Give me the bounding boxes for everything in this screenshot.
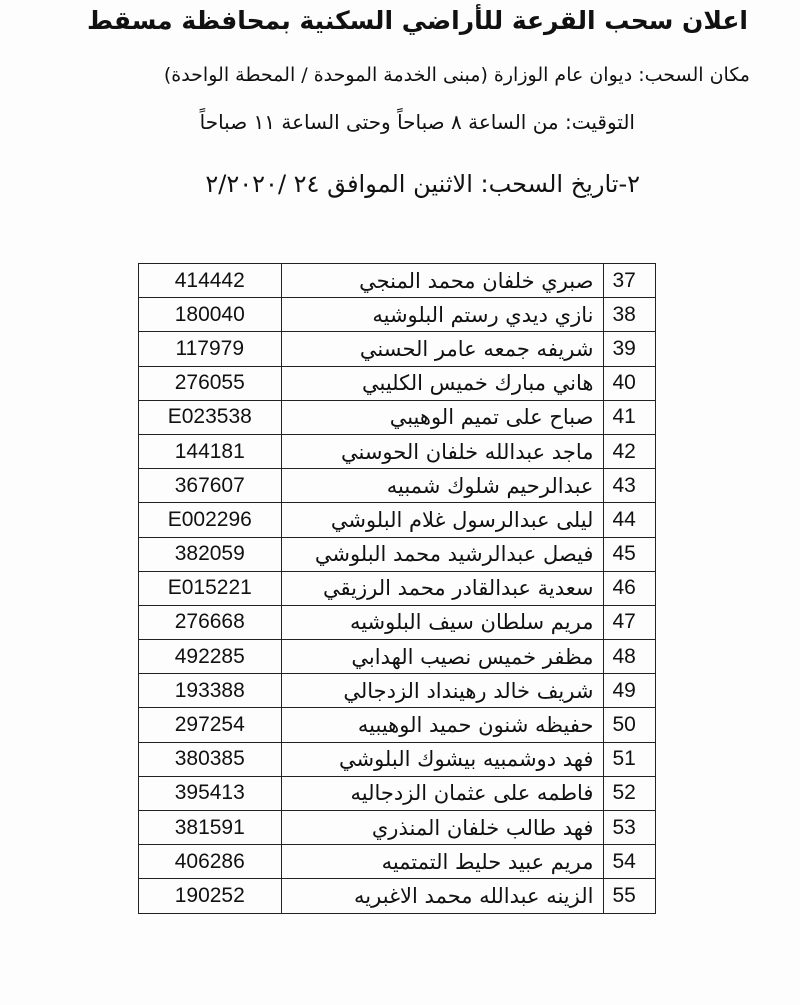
name-cell: مظفر خميس نصيب الهدابي xyxy=(281,640,604,674)
row-number-cell: 45 xyxy=(604,537,656,571)
table-row xyxy=(139,674,656,708)
row-number-cell: 40 xyxy=(604,366,656,400)
name-cell: سعدية عبدالقادر محمد الرزيقي xyxy=(281,571,604,605)
civil-id-cell: 144181 xyxy=(139,434,282,468)
civil-id-cell: E023538 xyxy=(139,400,282,434)
civil-id-cell: 395413 xyxy=(139,776,282,810)
civil-id-cell: 180040 xyxy=(139,298,282,332)
lottery-table xyxy=(138,263,656,914)
civil-id-cell: 414442 xyxy=(139,264,282,298)
table-row xyxy=(139,400,656,434)
civil-id-cell: 190252 xyxy=(139,879,282,913)
table-row xyxy=(139,503,656,537)
name-cell: فهد طالب خلفان المنذري xyxy=(281,811,604,845)
row-number-cell: 49 xyxy=(604,674,656,708)
name-cell: ليلى عبدالرسول غلام البلوشي xyxy=(281,503,604,537)
name-cell: نازي ديدي رستم البلوشيه xyxy=(281,298,604,332)
row-number-cell: 54 xyxy=(604,845,656,879)
civil-id-cell: 297254 xyxy=(139,708,282,742)
name-cell: صباح على تميم الوهيبي xyxy=(281,400,604,434)
row-number-cell: 38 xyxy=(604,298,656,332)
table-row xyxy=(139,776,656,810)
lottery-table-body xyxy=(139,264,656,914)
name-cell: عبدالرحيم شلوك شمبيه xyxy=(281,469,604,503)
name-cell: فيصل عبدالرشيد محمد البلوشي xyxy=(281,537,604,571)
table-row xyxy=(139,366,656,400)
table-row xyxy=(139,264,656,298)
name-cell: شريف خالد رهينداد الزدجالي xyxy=(281,674,604,708)
civil-id-cell: 406286 xyxy=(139,845,282,879)
civil-id-cell: 193388 xyxy=(139,674,282,708)
civil-id-cell: 276668 xyxy=(139,605,282,639)
table-row xyxy=(139,708,656,742)
draw-location: مكان السحب: ديوان عام الوزارة (مبنى الخدمة الموحدة / المحطة الواحدة) xyxy=(163,64,750,86)
civil-id-cell: 380385 xyxy=(139,742,282,776)
row-number-cell: 44 xyxy=(604,503,656,537)
civil-id-cell: 276055 xyxy=(139,366,282,400)
table-row xyxy=(139,640,656,674)
civil-id-cell: 117979 xyxy=(139,332,282,366)
civil-id-cell: E015221 xyxy=(139,571,282,605)
name-cell: الزينه عبدالله محمد الاغبريه xyxy=(281,879,604,913)
table-row xyxy=(139,434,656,468)
table-row xyxy=(139,571,656,605)
name-cell: ماجد عبدالله خلفان الحوسني xyxy=(281,434,604,468)
civil-id-cell: 382059 xyxy=(139,537,282,571)
row-number-cell: 50 xyxy=(604,708,656,742)
table-row xyxy=(139,845,656,879)
name-cell: فهد دوشمبيه بيشوك البلوشي xyxy=(281,742,604,776)
table-row xyxy=(139,469,656,503)
name-cell: هاني مبارك خميس الكليبي xyxy=(281,366,604,400)
civil-id-cell: 492285 xyxy=(139,640,282,674)
row-number-cell: 37 xyxy=(604,264,656,298)
name-cell: شريفه جمعه عامر الحسني xyxy=(281,332,604,366)
civil-id-cell: 367607 xyxy=(139,469,282,503)
draw-date: ٢-تاريخ السحب: الاثنين الموافق ٢٤ /٢/٢٠٢٠ xyxy=(205,170,640,198)
row-number-cell: 39 xyxy=(604,332,656,366)
row-number-cell: 41 xyxy=(604,400,656,434)
page-title: اعلان سحب القرعة للأراضي السكنية بمحافظة مسقط xyxy=(86,6,748,35)
row-number-cell: 51 xyxy=(604,742,656,776)
row-number-cell: 42 xyxy=(604,434,656,468)
table-row xyxy=(139,742,656,776)
table-row xyxy=(139,811,656,845)
name-cell: صبري خلفان محمد المنجي xyxy=(281,264,604,298)
row-number-cell: 52 xyxy=(604,776,656,810)
civil-id-cell: E002296 xyxy=(139,503,282,537)
row-number-cell: 55 xyxy=(604,879,656,913)
row-number-cell: 48 xyxy=(604,640,656,674)
name-cell: فاطمه على عثمان الزدجاليه xyxy=(281,776,604,810)
table-row xyxy=(139,879,656,913)
row-number-cell: 53 xyxy=(604,811,656,845)
name-cell: مريم عبيد حليط التمتميه xyxy=(281,845,604,879)
draw-timing: التوقيت: من الساعة ٨ صباحاً وحتى الساعة ١١ صباحاً xyxy=(199,110,635,134)
table-row xyxy=(139,537,656,571)
civil-id-cell: 381591 xyxy=(139,811,282,845)
table-row xyxy=(139,332,656,366)
name-cell: مريم سلطان سيف البلوشيه xyxy=(281,605,604,639)
row-number-cell: 47 xyxy=(604,605,656,639)
name-cell: حفيظه شنون حميد الوهيبيه xyxy=(281,708,604,742)
table-row xyxy=(139,298,656,332)
row-number-cell: 43 xyxy=(604,469,656,503)
table-row xyxy=(139,605,656,639)
row-number-cell: 46 xyxy=(604,571,656,605)
